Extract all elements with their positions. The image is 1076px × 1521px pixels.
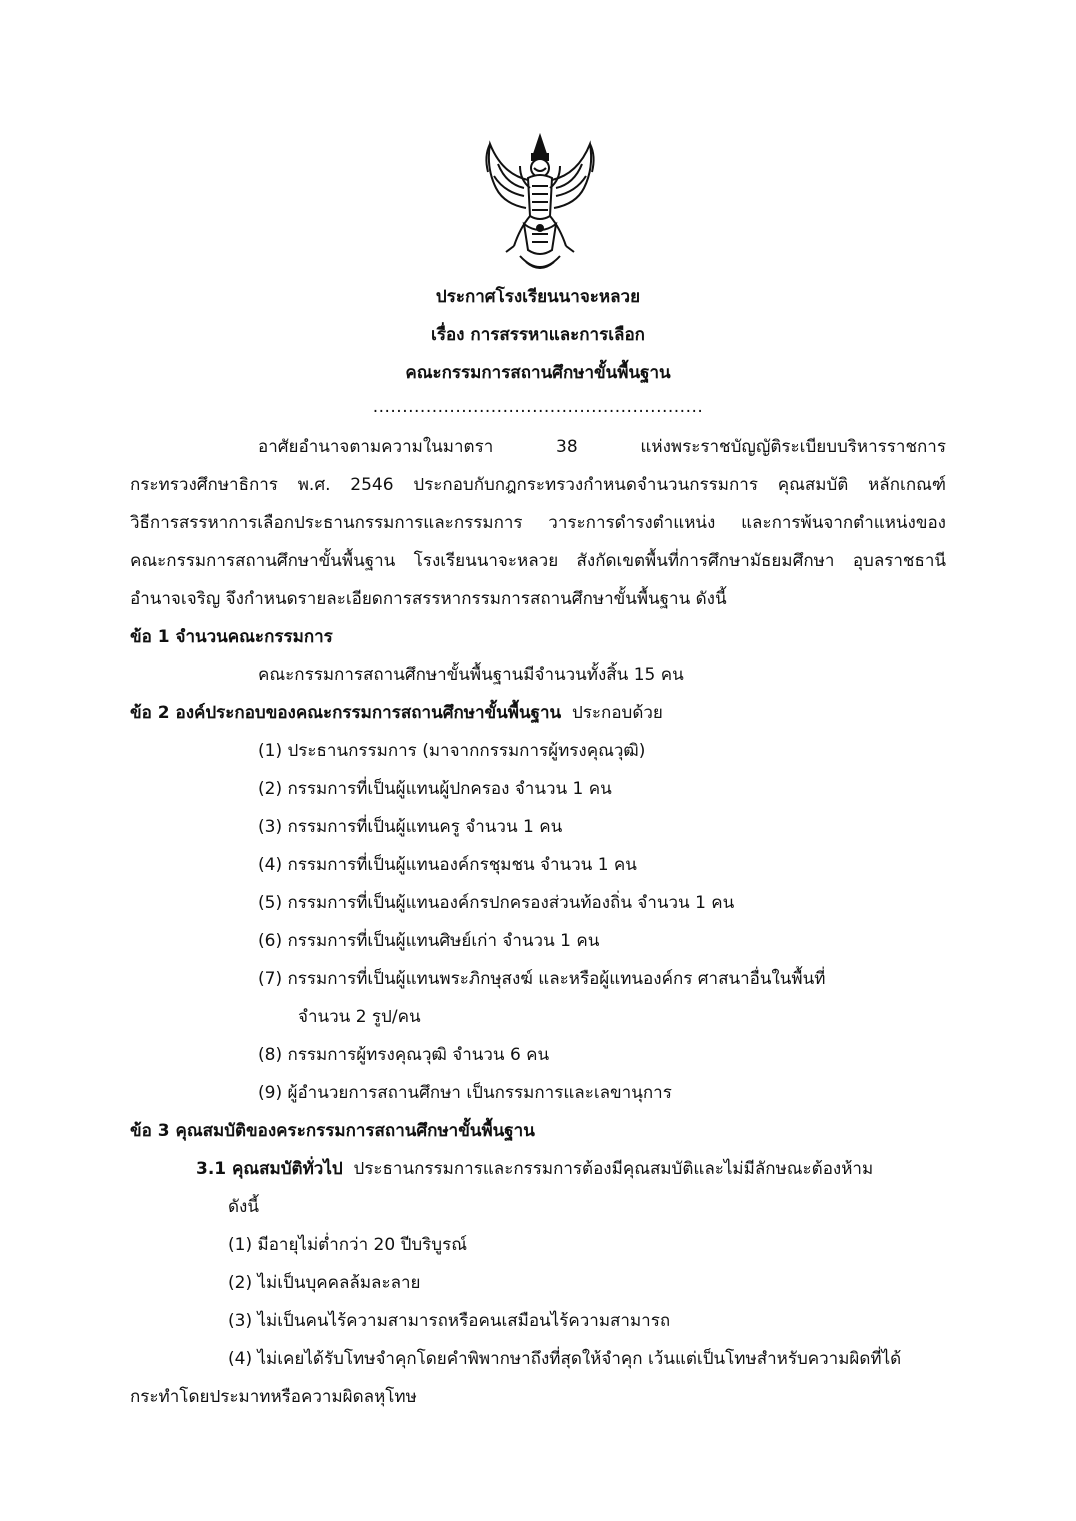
- list-item: (3) ไม่เป็นคนไร้ความสามารถหรือคนเสมือนไร้ความสามารถ: [228, 1311, 671, 1331]
- announcement-title: ประกาศโรงเรียนนาจะหลวย: [435, 287, 641, 307]
- preamble-line: กระทรวงศึกษาธิการ พ.ศ. 2546 ประกอบกับกฎกระทรวงกำหนดจำนวนกรรมการ คุณสมบัติ หลักเกณฑ์: [130, 475, 946, 495]
- section-3-1-continuation: ดังนี้: [228, 1197, 259, 1217]
- list-item: (8) กรรมการผู้ทรงคุณวุฒิ จำนวน 6 คน: [258, 1045, 550, 1065]
- list-item-continuation: จำนวน 2 รูป/คน: [298, 1007, 421, 1027]
- section-1-body: คณะกรรมการสถานศึกษาขั้นพื้นฐานมีจำนวนทั้งสิ้น 15 คน: [258, 665, 684, 685]
- list-item: (1) มีอายุไม่ต่ำกว่า 20 ปีบริบูรณ์: [228, 1235, 467, 1255]
- section-3-heading: ข้อ 3 คุณสมบัติของคระกรรมการสถานศึกษาขั้นพื้นฐาน: [130, 1121, 535, 1141]
- list-item: (5) กรรมการที่เป็นผู้แทนองค์กรปกครองส่วนท้องถิ่น จำนวน 1 คน: [258, 893, 735, 913]
- subject-line: เรื่อง การสรรหาและการเลือก: [431, 325, 645, 345]
- list-item: (6) กรรมการที่เป็นผู้แทนศิษย์เก่า จำนวน 1 คน: [258, 931, 600, 951]
- committee-line: คณะกรรมการสถานศึกษาขั้นพื้นฐาน: [405, 363, 671, 383]
- preamble-line: วิธีการสรรหาการเลือกประธานกรรมการและกรรมการ วาระการดำรงตำแหน่ง และการพ้นจากตำแหน่งของ: [130, 513, 946, 533]
- section-2-heading-rest: ประกอบด้วย: [571, 703, 663, 723]
- list-item: (2) ไม่เป็นบุคคลล้มละลาย: [228, 1273, 421, 1293]
- section-2-heading-bold: ข้อ 2 องค์ประกอบของคณะกรรมการสถานศึกษาขั้นพื้นฐาน: [130, 703, 562, 723]
- list-item: (4) กรรมการที่เป็นผู้แทนองค์กรชุมชน จำนวน 1 คน: [258, 855, 637, 875]
- list-item: (2) กรรมการที่เป็นผู้แทนผู้ปกครอง จำนวน 1 คน: [258, 779, 612, 799]
- list-item-continuation: กระทำโดยประมาทหรือความผิดลหุโทษ: [130, 1387, 417, 1407]
- garuda-emblem-icon: [480, 128, 600, 278]
- preamble-line: อาศัยอำนาจตามความในมาตรา 38 แห่งพระราชบัญญัติระเบียบบริหารราชการ: [258, 437, 946, 457]
- section-1-heading: ข้อ 1 จำนวนคณะกรรมการ: [130, 627, 333, 647]
- preamble-line: อำนาจเจริญ จึงกำหนดรายละเอียดการสรรหากรรมการสถานศึกษาขั้นพื้นฐาน ดังนี้: [130, 589, 727, 609]
- list-item: (4) ไม่เคยได้รับโทษจำคุกโดยคำพิพากษาถึงที่สุดให้จำคุก เว้นแต่เป็นโทษสำหรับความผิดที่ได้: [228, 1349, 902, 1369]
- section-3-1-heading: [196, 1155, 873, 1182]
- list-item: (9) ผู้อำนวยการสถานศึกษา เป็นกรรมการและเลขานุการ: [258, 1083, 672, 1103]
- section-2-heading: [130, 699, 663, 726]
- separator-dots: ........................................................: [372, 397, 704, 417]
- list-item: (3) กรรมการที่เป็นผู้แทนครู จำนวน 1 คน: [258, 817, 563, 837]
- section-3-1-heading-rest: ประธานกรรมการและกรรมการต้องมีคุณสมบัติและไม่มีลักษณะต้องห้าม: [353, 1159, 874, 1179]
- list-item: (7) กรรมการที่เป็นผู้แทนพระภิกษุสงฆ์ และหรือผู้แทนองค์กร ศาสนาอื่นในพื้นที่: [258, 969, 826, 989]
- section-3-1-heading-bold: 3.1 คุณสมบัติทั่วไป: [196, 1159, 343, 1179]
- preamble-line: คณะกรรมการสถานศึกษาขั้นพื้นฐาน โรงเรียนนาจะหลวย สังกัดเขตพื้นที่การศึกษามัธยมศึกษา อุบลราชธานี: [130, 551, 946, 571]
- list-item: (1) ประธานกรรมการ (มาจากกรรมการผู้ทรงคุณวุฒิ): [258, 741, 646, 761]
